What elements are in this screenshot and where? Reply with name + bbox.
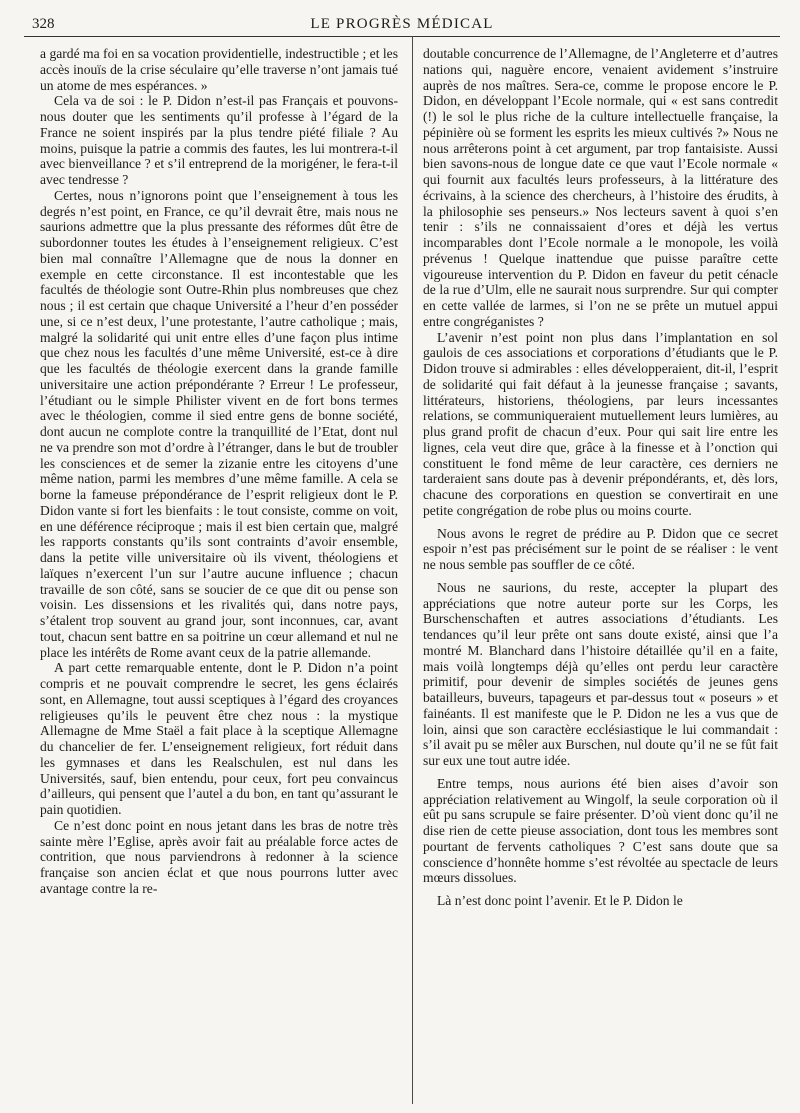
paragraph: A part cette remarquable entente, dont le P. Didon n’a point compris et ne pouvait comprendre le secret, les gens éclairés sont, en Allemagne, tout aussi sceptiques à l’égard des croyances religieuses qu’ils le peuvent être chez nous : la mystique Allemagne de Mme Staël a fait place à la sceptique Allemagne du chancelier de fer. L’enseignement religieux, fort réduit dans les gymnases et dans les Realschulen, est nul dans les Universités, sauf, bien entendu, pour ceux, fort peu convaincus d’ailleurs, qui pensent que l’autel a du bon, en tant qu’assurant le pain quotidien. xyxy=(40,660,398,817)
paragraph: Entre temps, nous aurions été bien aises d’avoir son appréciation relativement au Wingolf, la seule corporation où il eût pu sans scrupule se faire présenter. D’où vient donc qu’il ne dise rien de cette pieuse association, dont tous les membres sont pourtant de fervents catholiques ? C’est sans doute que sa conscience d’honnête homme s’est révoltée au spectacle de leurs mœurs dissolues. xyxy=(423,775,778,886)
paragraph: Ce n’est donc point en nous jetant dans les bras de notre très sainte mère l’Eglise, après avoir fait au préalable force actes de contrition, que nous parviendrons à redonner à la science française son ancien éclat et que nous pourrons lutter avec avantage contre la re- xyxy=(40,817,398,896)
right-column xyxy=(423,46,778,909)
column-divider xyxy=(412,36,413,1104)
left-column xyxy=(40,46,398,897)
paragraph: a gardé ma foi en sa vocation providentielle, indestructible ; et les accès inouïs de la crise séculaire qu’elle traverse n’ont jamais tué un atome de mes espérances. » xyxy=(40,46,398,93)
paragraph: L’avenir n’est point non plus dans l’implantation en sol gaulois de ces associations et corporations d’étudiants que le P. Didon trouve si admirables : elles développeraient, dit-il, l’esprit de solidarité qui fait défaut à la jeunesse française ; savants, littérateurs, historiens, théologiens, par leurs incessantes relations, se communiqueraient mutuellement leurs lumières, au plus grand profit de chacun d’eux. Pour qui sait lire entre les lignes, cela veut dire que, grâce à la finesse et à l’onction qui constituent le fond même de leur caractère, ces derniers ne tarderaient sans doute pas à devenir prépondérants, et, dès lors, chacune des corporations en question se convertirait en une petite congrégation de robe plus ou moins courte. xyxy=(423,329,778,518)
running-title: LE PROGRÈS MÉDICAL xyxy=(310,16,494,32)
paragraph: Là n’est donc point l’avenir. Et le P. Didon le xyxy=(437,893,683,908)
paragraph: Nous avons le regret de prédire au P. Didon que ce secret espoir n’est pas précisément sur le point de se réaliser : le vent ne nous semble pas souffler de ce côté. xyxy=(423,525,778,572)
page-number: 328 xyxy=(32,16,55,32)
paragraph: doutable concurrence de l’Allemagne, de l’Angleterre et d’autres nations qui, naguère encore, venaient avidement s’instruire auprès de nos maîtres. Sera-ce, comme le propose encore le P. Didon, en développant l’Ecole normale, qui « est sans contredit (!) le sol le plus riche de la culture intellectuelle française, la pépinière où se forment les esprits les mieux cultivés ?» Nous ne nous arrêterons point à cet argument, par trop fantaisiste. Aussi bien savons-nous de longue date ce que vaut l’Ecole normale « qui fournit aux facultés leurs professeurs, à la littérature des écrivains, à la science des chercheurs, à l’histoire des érudits, à la philosophie ses penseurs.» Nos lecteurs savent à quoi s’en tenir : s’ils ne connaissaient d’ores et déjà les vertus incomparables dont l’Ecole normale a le monopole, les voilà prévenus ! Quelque inattendue que puisse paraître cette vigoureuse intervention du P. Didon en faveur du petit cénacle de la rue d’Ulm, elle ne saurait nous surprendre. Sur qui compter en cette vallée de larmes, si l’on ne se prête un mutuel appui entre congréganistes ? xyxy=(423,46,778,329)
paragraph: Nous ne saurions, du reste, accepter la plupart des appréciations que notre auteur porte sur les Corps, les Burschenschaften et autres associations d’étudiants. Les tendances qu’il leur prête ont sans doute existé, ainsi que l’a montré M. Blanchard dans l’histoire détaillée qu’il en a faite, mais voilà longtemps déjà qu’elles ont perdu leur caractère primitif, pour devenir de simples sociétés de jeunes gens batailleurs, buveurs, tapageurs et par-dessus tout « poseurs » et fainéants. Il est manifeste que le P. Didon ne les a vus que de loin, ainsi que son caractère ecclésiastique le lui commandait : s’il avait pu se mêler aux Burschen, nul doute qu’il ne se fût fait sur eux une tout autre idée. xyxy=(423,579,778,768)
page-header xyxy=(24,14,780,37)
paragraph: Certes, nous n’ignorons point que l’enseignement à tous les degrés n’est point, en France, ce qu’il devrait être, mais nous ne saurions admettre que la plus pressante des réformes dût être de subordonner toutes les études à l’enseignement religieux. C’est bien mal connaître l’Allemagne que de nous la donner en exemple en cette circonstance. Il est incontestable que les facultés de théologie sont Outre-Rhin plus nombreuses que chez nous ; il est certain que chaque Université a l’heur d’en posséder une, si ce n’est deux, l’une protestante, l’autre catholique ; mais, malgré la solidarité qui unit entre elles d’une façon plus intime que chez nous les facultés d’une même Université, est-ce à dire que les facultés de théologie exercent dans la grande famille universitaire une action prépondérante ? Erreur ! Le professeur, l’étudiant ou le simple Philister vivent en de fort bons termes avec le théologien, comme il sied entre gens de bonne société, dont aucun ne complote contre la tranquillité de l’Etat, dont nul ne va prendre son mot d’ordre à l’étranger, dans le but de troubler les consciences et de semer la zizanie entre les citoyens d’une même nation, parmi les membres d’une même famille. A cela se borne la fameuse prépondérance de l’esprit religieux dont le P. Didon vante si fort les bienfaits : le tout consiste, comme on voit, en une déférence réciproque ; mais il est bien certain que, malgré les rapports constants qu’ils sont contraints d’avoir ensemble, dans la petite ville universitaire où ils vivent, théologiens et laïques n’exercent l’un sur l’autre aucune influence ; chacun travaille de son côté, sans se soucier de ce que dit ou pense son voisin. Les dissensions et les rivalités qui, dans notre pays, s’étalent trop souvent au grand jour, sont inconnues, car, avant tout, chacun sent battre en sa poitrine un cœur allemand et nul ne place les intérêts de Rome avant ceux de la patrie allemande. xyxy=(40,187,398,660)
paragraph: Cela va de soi : le P. Didon n’est-il pas Français et pouvons-nous douter que les sentiments qu’il professe à l’égard de la France ne soient inspirés par la plus tendre piété filiale ? Au moins, puisque la patrie a commis des fautes, les lui montrera-t-il avec bienveillance ? et s’il entreprend de la morigéner, le fera-t-il avec tendresse ? xyxy=(40,93,398,187)
